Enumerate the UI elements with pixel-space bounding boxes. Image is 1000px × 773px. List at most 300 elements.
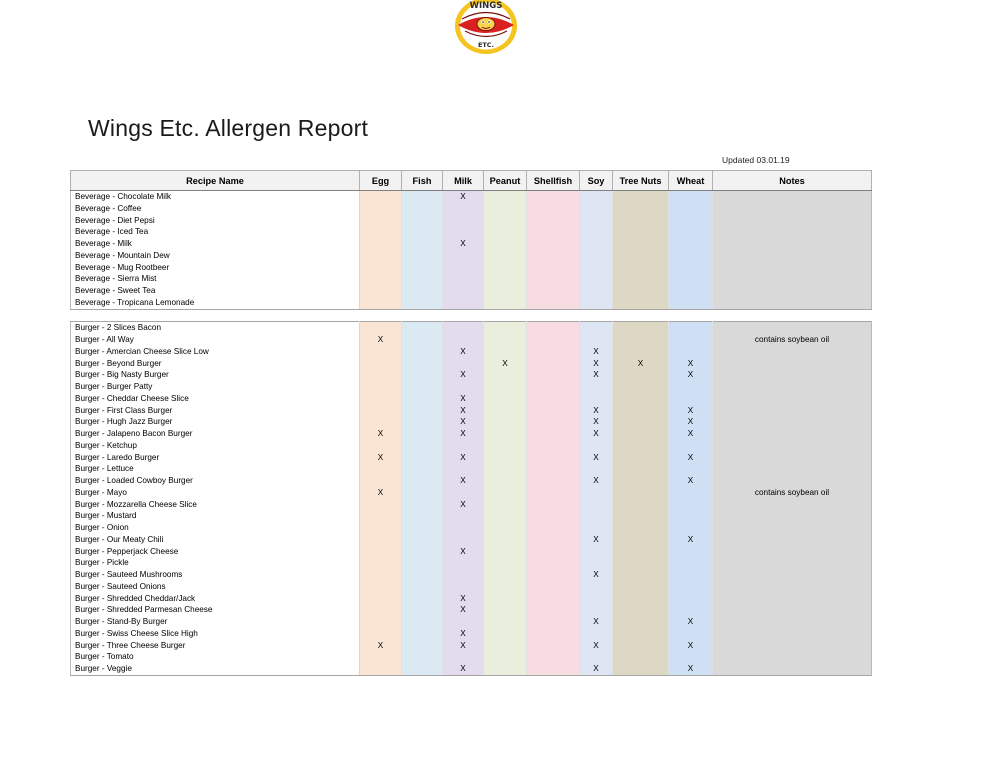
cell-egg (360, 369, 402, 381)
cell-milk (443, 226, 484, 238)
cell-wheat: X (669, 475, 713, 487)
cell-recipe-name: Burger - Tomato (71, 651, 360, 663)
cell-milk: X (443, 628, 484, 640)
cell-soy (580, 487, 613, 499)
cell-notes (713, 358, 872, 370)
cell-peanut (484, 616, 527, 628)
cell-soy: X (580, 358, 613, 370)
cell-wheat (669, 510, 713, 522)
table-row (71, 238, 872, 250)
cell-shellfish (527, 499, 580, 511)
cell-soy (580, 440, 613, 452)
cell-peanut (484, 463, 527, 475)
cell-fish (402, 593, 443, 605)
cell-egg (360, 522, 402, 534)
cell-fish (402, 557, 443, 569)
cell-milk (443, 358, 484, 370)
cell-wheat (669, 203, 713, 215)
cell-soy: X (580, 534, 613, 546)
column-header-milk: Milk (443, 171, 484, 191)
cell-soy: X (580, 475, 613, 487)
cell-peanut (484, 238, 527, 250)
table-row (71, 273, 872, 285)
cell-peanut (484, 405, 527, 417)
cell-soy: X (580, 405, 613, 417)
cell-egg (360, 510, 402, 522)
cell-peanut (484, 604, 527, 616)
cell-wheat (669, 273, 713, 285)
cell-peanut (484, 546, 527, 558)
column-header-peanut: Peanut (484, 171, 527, 191)
cell-tree-nuts (613, 510, 669, 522)
cell-egg (360, 203, 402, 215)
cell-tree-nuts (613, 663, 669, 675)
cell-notes (713, 369, 872, 381)
cell-notes (713, 569, 872, 581)
cell-egg: X (360, 640, 402, 652)
cell-milk (443, 534, 484, 546)
cell-wheat (669, 499, 713, 511)
cell-shellfish (527, 510, 580, 522)
cell-tree-nuts (613, 452, 669, 464)
cell-shellfish (527, 475, 580, 487)
cell-egg (360, 393, 402, 405)
table-row (71, 546, 872, 558)
cell-wheat (669, 250, 713, 262)
cell-egg (360, 215, 402, 227)
cell-soy (580, 393, 613, 405)
cell-soy (580, 381, 613, 393)
cell-milk: X (443, 604, 484, 616)
cell-fish (402, 452, 443, 464)
cell-peanut (484, 487, 527, 499)
cell-egg (360, 285, 402, 297)
wings-etc-logo-icon (452, 0, 520, 57)
cell-peanut (484, 593, 527, 605)
table-row (71, 628, 872, 640)
cell-recipe-name: Burger - Hugh Jazz Burger (71, 416, 360, 428)
cell-shellfish (527, 452, 580, 464)
cell-recipe-name: Burger - Laredo Burger (71, 452, 360, 464)
cell-wheat (669, 557, 713, 569)
cell-egg: X (360, 428, 402, 440)
cell-peanut (484, 640, 527, 652)
cell-recipe-name: Burger - Pepperjack Cheese (71, 546, 360, 558)
cell-egg (360, 440, 402, 452)
report-header (70, 100, 870, 160)
cell-recipe-name: Burger - Cheddar Cheese Slice (71, 393, 360, 405)
cell-notes (713, 628, 872, 640)
cell-recipe-name: Beverage - Iced Tea (71, 226, 360, 238)
cell-wheat: X (669, 358, 713, 370)
cell-fish (402, 381, 443, 393)
cell-wheat (669, 191, 713, 203)
cell-shellfish (527, 262, 580, 274)
table-row (71, 604, 872, 616)
cell-notes (713, 651, 872, 663)
svg-text:ETC.: ETC. (477, 41, 495, 49)
cell-soy (580, 250, 613, 262)
cell-milk: X (443, 499, 484, 511)
cell-notes (713, 428, 872, 440)
cell-wheat (669, 569, 713, 581)
cell-recipe-name: Burger - Mustard (71, 510, 360, 522)
cell-fish (402, 226, 443, 238)
cell-wheat (669, 651, 713, 663)
cell-tree-nuts (613, 581, 669, 593)
cell-recipe-name: Burger - Loaded Cowboy Burger (71, 475, 360, 487)
cell-milk (443, 510, 484, 522)
table-row (71, 487, 872, 499)
cell-shellfish (527, 428, 580, 440)
table-row (71, 346, 872, 358)
cell-fish (402, 604, 443, 616)
cell-milk: X (443, 346, 484, 358)
cell-peanut (484, 510, 527, 522)
cell-wheat: X (669, 663, 713, 675)
cell-tree-nuts (613, 322, 669, 334)
cell-notes (713, 546, 872, 558)
cell-soy: X (580, 640, 613, 652)
cell-fish (402, 346, 443, 358)
cell-peanut (484, 215, 527, 227)
cell-fish (402, 428, 443, 440)
table-row (71, 322, 872, 334)
cell-shellfish (527, 416, 580, 428)
cell-wheat (669, 381, 713, 393)
cell-soy: X (580, 346, 613, 358)
cell-tree-nuts (613, 651, 669, 663)
cell-tree-nuts (613, 522, 669, 534)
cell-peanut (484, 534, 527, 546)
cell-recipe-name: Burger - Sauteed Mushrooms (71, 569, 360, 581)
cell-wheat: X (669, 452, 713, 464)
cell-egg: X (360, 487, 402, 499)
cell-peanut (484, 297, 527, 309)
cell-shellfish (527, 215, 580, 227)
cell-peanut (484, 203, 527, 215)
cell-fish (402, 463, 443, 475)
cell-fish (402, 334, 443, 346)
cell-notes (713, 510, 872, 522)
cell-milk: X (443, 405, 484, 417)
cell-peanut (484, 651, 527, 663)
column-header-shellfish: Shellfish (527, 171, 580, 191)
cell-notes (713, 452, 872, 464)
cell-tree-nuts (613, 428, 669, 440)
cell-recipe-name: Burger - Onion (71, 522, 360, 534)
cell-shellfish (527, 381, 580, 393)
cell-tree-nuts (613, 203, 669, 215)
cell-egg (360, 346, 402, 358)
cell-shellfish (527, 250, 580, 262)
cell-peanut (484, 226, 527, 238)
cell-soy: X (580, 663, 613, 675)
cell-recipe-name: Beverage - Mug Rootbeer (71, 262, 360, 274)
cell-fish (402, 640, 443, 652)
table-row (71, 334, 872, 346)
cell-notes (713, 593, 872, 605)
cell-wheat (669, 322, 713, 334)
cell-soy (580, 334, 613, 346)
cell-peanut (484, 285, 527, 297)
cell-shellfish (527, 226, 580, 238)
cell-milk (443, 651, 484, 663)
cell-recipe-name: Burger - 2 Slices Bacon (71, 322, 360, 334)
cell-soy (580, 273, 613, 285)
cell-milk: X (443, 452, 484, 464)
table-row (71, 663, 872, 675)
cell-recipe-name: Beverage - Diet Pepsi (71, 215, 360, 227)
cell-soy (580, 203, 613, 215)
table-row (71, 358, 872, 370)
cell-shellfish (527, 405, 580, 417)
cell-notes (713, 522, 872, 534)
cell-wheat (669, 440, 713, 452)
table-row (71, 452, 872, 464)
cell-egg (360, 191, 402, 203)
cell-peanut (484, 557, 527, 569)
allergen-table (70, 170, 872, 676)
column-header-tree-nuts: Tree Nuts (613, 171, 669, 191)
cell-peanut (484, 334, 527, 346)
cell-shellfish (527, 285, 580, 297)
cell-soy (580, 226, 613, 238)
cell-egg (360, 499, 402, 511)
cell-recipe-name: Beverage - Coffee (71, 203, 360, 215)
cell-shellfish (527, 487, 580, 499)
cell-tree-nuts (613, 616, 669, 628)
cell-notes (713, 581, 872, 593)
table-row (71, 203, 872, 215)
cell-recipe-name: Burger - Stand-By Burger (71, 616, 360, 628)
cell-milk: X (443, 191, 484, 203)
updated-date: Updated 03.01.19 (722, 155, 790, 165)
cell-notes (713, 226, 872, 238)
cell-wheat: X (669, 416, 713, 428)
cell-recipe-name: Burger - Lettuce (71, 463, 360, 475)
cell-fish (402, 510, 443, 522)
column-header-egg: Egg (360, 171, 402, 191)
table-row (71, 416, 872, 428)
cell-shellfish (527, 273, 580, 285)
cell-peanut (484, 322, 527, 334)
cell-fish (402, 546, 443, 558)
cell-milk (443, 250, 484, 262)
cell-milk (443, 463, 484, 475)
cell-shellfish (527, 322, 580, 334)
table-row (71, 475, 872, 487)
cell-tree-nuts (613, 250, 669, 262)
cell-milk: X (443, 393, 484, 405)
cell-shellfish (527, 334, 580, 346)
cell-recipe-name: Burger - Amercian Cheese Slice Low (71, 346, 360, 358)
cell-recipe-name: Burger - Veggie (71, 663, 360, 675)
table-row (71, 405, 872, 417)
cell-fish (402, 522, 443, 534)
cell-fish (402, 238, 443, 250)
cell-wheat (669, 297, 713, 309)
cell-recipe-name: Burger - Three Cheese Burger (71, 640, 360, 652)
svg-text:WINGS: WINGS (469, 1, 503, 11)
cell-egg: X (360, 334, 402, 346)
cell-shellfish (527, 393, 580, 405)
table-row (71, 569, 872, 581)
cell-milk (443, 297, 484, 309)
cell-shellfish (527, 663, 580, 675)
cell-soy (580, 546, 613, 558)
cell-peanut (484, 628, 527, 640)
cell-soy: X (580, 428, 613, 440)
cell-wheat: X (669, 428, 713, 440)
cell-notes (713, 616, 872, 628)
cell-tree-nuts (613, 405, 669, 417)
column-header-fish: Fish (402, 171, 443, 191)
cell-egg (360, 616, 402, 628)
cell-notes (713, 475, 872, 487)
cell-egg (360, 651, 402, 663)
cell-shellfish (527, 522, 580, 534)
cell-egg (360, 463, 402, 475)
cell-milk (443, 487, 484, 499)
table-row (71, 428, 872, 440)
cell-shellfish (527, 297, 580, 309)
cell-tree-nuts (613, 285, 669, 297)
cell-egg (360, 475, 402, 487)
cell-wheat: X (669, 534, 713, 546)
cell-shellfish (527, 191, 580, 203)
cell-wheat (669, 581, 713, 593)
cell-fish (402, 285, 443, 297)
cell-fish (402, 358, 443, 370)
cell-tree-nuts (613, 628, 669, 640)
column-header-notes: Notes (713, 171, 872, 191)
cell-milk: X (443, 475, 484, 487)
cell-egg (360, 628, 402, 640)
table-row (71, 510, 872, 522)
table-row (71, 297, 872, 309)
cell-wheat (669, 604, 713, 616)
cell-shellfish (527, 616, 580, 628)
cell-shellfish (527, 463, 580, 475)
cell-milk (443, 522, 484, 534)
cell-peanut (484, 581, 527, 593)
cell-wheat (669, 393, 713, 405)
cell-notes (713, 285, 872, 297)
table-row (71, 651, 872, 663)
cell-peanut (484, 416, 527, 428)
cell-egg (360, 358, 402, 370)
cell-wheat (669, 522, 713, 534)
table-row (71, 499, 872, 511)
cell-tree-nuts (613, 381, 669, 393)
cell-egg (360, 581, 402, 593)
cell-milk (443, 262, 484, 274)
cell-milk (443, 569, 484, 581)
table-row (71, 557, 872, 569)
cell-tree-nuts (613, 191, 669, 203)
cell-soy (580, 215, 613, 227)
cell-tree-nuts (613, 226, 669, 238)
cell-recipe-name: Burger - Beyond Burger (71, 358, 360, 370)
cell-recipe-name: Burger - Pickle (71, 557, 360, 569)
cell-recipe-name: Beverage - Sierra Mist (71, 273, 360, 285)
cell-notes (713, 322, 872, 334)
cell-milk (443, 215, 484, 227)
cell-fish (402, 369, 443, 381)
cell-wheat (669, 546, 713, 558)
cell-milk (443, 440, 484, 452)
cell-fish (402, 475, 443, 487)
cell-recipe-name: Beverage - Milk (71, 238, 360, 250)
cell-notes (713, 381, 872, 393)
cell-fish (402, 191, 443, 203)
cell-peanut: X (484, 358, 527, 370)
cell-notes (713, 416, 872, 428)
cell-fish (402, 322, 443, 334)
cell-milk (443, 285, 484, 297)
cell-milk: X (443, 238, 484, 250)
table-row (71, 534, 872, 546)
cell-recipe-name: Burger - Swiss Cheese Slice High (71, 628, 360, 640)
cell-notes (713, 262, 872, 274)
table-row (71, 393, 872, 405)
cell-wheat (669, 238, 713, 250)
cell-recipe-name: Burger - Burger Patty (71, 381, 360, 393)
table-row (71, 640, 872, 652)
cell-recipe-name: Burger - Big Nasty Burger (71, 369, 360, 381)
cell-milk (443, 322, 484, 334)
cell-notes (713, 273, 872, 285)
cell-soy (580, 604, 613, 616)
cell-recipe-name: Burger - Jalapeno Bacon Burger (71, 428, 360, 440)
cell-notes (713, 238, 872, 250)
cell-milk: X (443, 369, 484, 381)
cell-peanut (484, 428, 527, 440)
cell-wheat (669, 593, 713, 605)
cell-recipe-name: Burger - Mayo (71, 487, 360, 499)
cell-peanut (484, 499, 527, 511)
cell-peanut (484, 440, 527, 452)
cell-tree-nuts (613, 215, 669, 227)
cell-egg (360, 262, 402, 274)
cell-notes (713, 405, 872, 417)
cell-recipe-name: Burger - Our Meaty Chili (71, 534, 360, 546)
cell-egg (360, 322, 402, 334)
cell-tree-nuts (613, 569, 669, 581)
cell-egg (360, 250, 402, 262)
table-spacer-row (71, 309, 872, 322)
cell-tree-nuts (613, 369, 669, 381)
cell-soy: X (580, 369, 613, 381)
cell-tree-nuts (613, 297, 669, 309)
cell-egg (360, 604, 402, 616)
cell-tree-nuts (613, 534, 669, 546)
cell-soy (580, 191, 613, 203)
cell-soy (580, 628, 613, 640)
cell-notes (713, 463, 872, 475)
cell-wheat: X (669, 616, 713, 628)
cell-fish (402, 297, 443, 309)
table-row (71, 226, 872, 238)
cell-notes (713, 393, 872, 405)
table-row (71, 250, 872, 262)
cell-notes: contains soybean oil (713, 487, 872, 499)
cell-peanut (484, 452, 527, 464)
cell-tree-nuts (613, 463, 669, 475)
cell-soy (580, 510, 613, 522)
cell-notes (713, 499, 872, 511)
